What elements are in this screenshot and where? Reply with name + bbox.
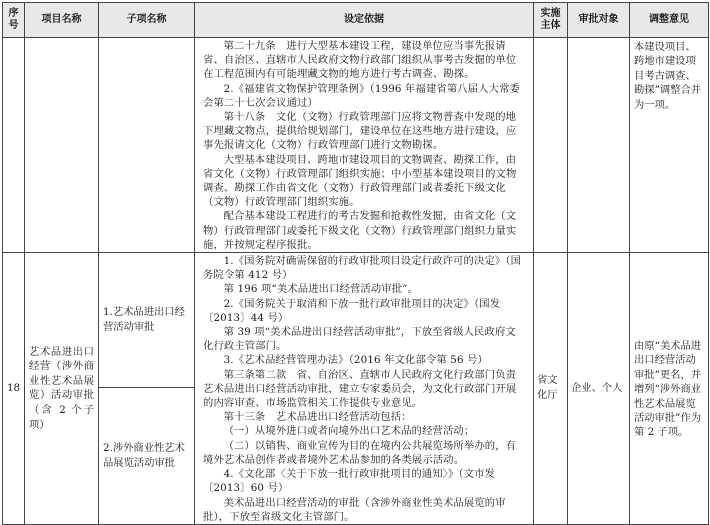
approval-items-table: [2, 2, 709, 525]
header-project-name: 项目名称: [25, 3, 99, 38]
project-name-cell: [25, 38, 99, 253]
subitem-cell: 1.艺术品进出口经营活动审批: [99, 253, 195, 388]
subject-cell: 省文化厅: [534, 253, 568, 525]
project-name-cell: 艺术品进出口经营（涉外商业性艺术品展览）活动审批（含 2 个子项）: [25, 253, 99, 525]
basis-paragraph: 1.《国务院对确需保留的行政审批项目设定行政许可的决定》（国务院令第 412 号）: [203, 255, 522, 282]
basis-paragraph: 配合基本建设工程进行的考古发掘和抢救性发掘，由省文化（文物）行政管理部门或委托下级文化（文物）行政管理部门组织力量实施，并按规定程序报批。: [203, 210, 517, 251]
basis-paragraph: 4.《文化部〈关于下放一批行政审批项目的通知〉》（文市发〔2013〕60 号）: [203, 468, 496, 495]
basis-paragraph: 第 39 项“美术品进出口经营活动审批”，下放至省级人民政府文化行政主管部门。: [203, 326, 516, 353]
basis-paragraph: 大型基本建设项目、跨地市建设项目的文物调查、勘探工作，由省文化（文物）行政管理部门组织实施；中小型基本建设项目的文物调查、勘探工作由省文化（文物）行政管理部门或者委托下级文化（文物）行政管理部门组织实施。: [203, 153, 517, 209]
header-number: 序号: [3, 3, 25, 38]
subject-cell: [534, 38, 568, 253]
basis-cell: [195, 253, 534, 525]
subitem-cell: 2.涉外商业性艺术品展览活动审批: [99, 388, 195, 525]
basis-paragraph: 2.《福建省文物保护管理条例》（1996 年福建省第八届人大常委会第二十七次会议通过）: [203, 82, 520, 109]
opinion-cell: 由原“美术品进出口经营活动审批”更名，并增列“涉外商业性艺术品展览活动审批”作为第 2 子项。: [630, 253, 709, 525]
row-number-cell: 18: [3, 253, 25, 525]
target-cell: 企业、个人: [568, 253, 630, 525]
header-opinion: 调整意见: [630, 3, 709, 38]
basis-cell: [195, 38, 534, 253]
header-subject: 实施主体: [534, 3, 568, 38]
basis-paragraph: 第 196 项“美术品进出口经营活动审批”。: [223, 283, 419, 296]
header-basis: 设定依据: [195, 3, 534, 38]
header-subitem-name: 子项名称: [99, 3, 195, 38]
basis-paragraph: 美术品进出口经营活动的审批（含涉外商业性美术品展览的审批），下放至省级文化主管部门。: [203, 496, 506, 523]
basis-paragraph: 第十八条 文化（文物）行政管理部门应将文物普查中发现的地下埋藏文物点，提供给规划部门，建设单位在这些地方进行建设，应事先报请文化（文物）行政管理部门进行文物勘探。: [203, 111, 517, 152]
table-row: [3, 253, 709, 388]
header-target: 审批对象: [568, 3, 630, 38]
target-cell: [568, 38, 630, 253]
basis-paragraph: 3.《艺术品经营管理办法》（2016 年文化部令第 56 号）: [223, 354, 488, 367]
table-header: [3, 3, 709, 38]
row-number-cell: [3, 38, 25, 253]
table-row: [3, 38, 709, 253]
document-page: [2, 2, 708, 523]
basis-paragraph: 2.《国务院关于取消和下放一批行政审批项目的决定》（国发〔2013〕44 号）: [203, 297, 501, 324]
basis-paragraph: 第三条第二款 省、自治区、直辖市人民政府文化行政部门负责艺术品进出口经营活动审批，建立专家委员会，为文化行政部门开展的内容审查、市场监管相关工作提供专业意见。: [203, 368, 517, 410]
basis-paragraph: 第十三条 艺术品进出口经营活动包括：: [223, 411, 412, 424]
opinion-cell: 本建设项目、跨地市建设项目考古调查、勘探”调整合并为一项。: [630, 38, 709, 253]
basis-paragraph: 第二十九条 进行大型基本建设工程，建设单位应当事先报请省、自治区、直辖市人民政府文物行政部门组织从事考古发掘的单位在工程范围内有可能埋藏文物的地方进行考古调查、勘探。: [203, 40, 517, 81]
subitem-cell: [99, 38, 195, 253]
basis-paragraph: （一）从境外进口或者向境外出口艺术品的经营活动；: [223, 425, 475, 438]
basis-paragraph: （二）以销售、商业宣传为目的在境内公共展览场所举办的，有境外艺术品创作者或者境外艺术品参加的各类展示活动。: [203, 439, 517, 466]
